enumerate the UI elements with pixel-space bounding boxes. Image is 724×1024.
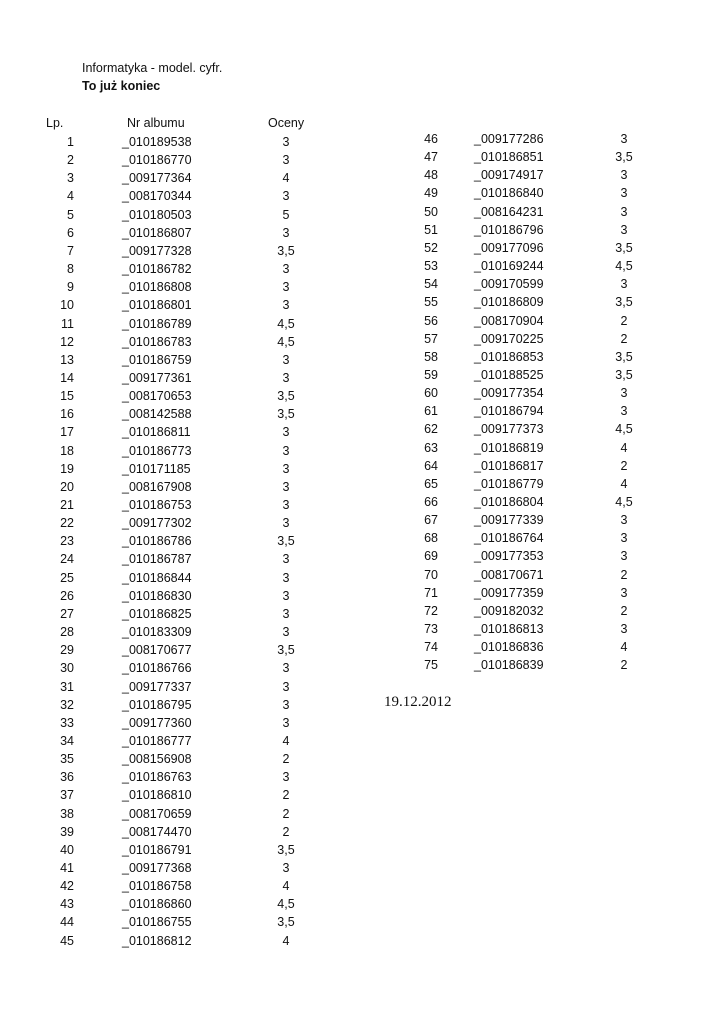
grade-value: 3 [620, 186, 628, 201]
grade-value: 4,5 [615, 422, 633, 437]
table-row [0, 460, 724, 478]
album-number: _009177354 [474, 386, 544, 401]
grade-value: 2 [282, 824, 290, 839]
row-number: 16 [60, 407, 74, 422]
grade-value: 3 [282, 661, 290, 676]
album-number: _010186783 [122, 334, 192, 349]
row-number: 43 [60, 897, 74, 912]
album-number: _010186794 [474, 404, 544, 419]
album-number: _009177361 [122, 370, 192, 385]
row-number: 68 [424, 531, 438, 546]
row-number: 22 [60, 516, 74, 531]
row-number: 49 [424, 186, 438, 201]
grade-value: 3 [620, 386, 628, 401]
grade-value: 3,5 [277, 407, 295, 422]
row-number: 1 [67, 135, 74, 149]
grade-value: 3 [282, 570, 290, 585]
column-header-album: Nr albumu [127, 116, 185, 130]
album-number: _010186796 [474, 222, 544, 237]
grade-value: 3,5 [615, 349, 633, 364]
table-row [0, 935, 724, 953]
row-number: 59 [424, 367, 438, 382]
album-number: _008170904 [474, 313, 544, 328]
row-number: 57 [424, 331, 438, 346]
grade-value: 3,5 [277, 842, 295, 857]
grade-value: 3 [282, 461, 290, 476]
grade-value: 2 [282, 806, 290, 821]
table-row [0, 151, 724, 169]
grade-value: 3 [282, 606, 290, 621]
grade-value: 3 [282, 135, 290, 149]
album-number: _010171185 [122, 461, 191, 476]
album-number: _009177337 [122, 679, 192, 694]
album-number: _010189538 [122, 135, 192, 149]
table-row [0, 206, 724, 224]
grade-value: 3 [282, 861, 290, 875]
row-number: 25 [60, 570, 74, 585]
grade-value: 4 [282, 879, 290, 894]
table-row [0, 242, 724, 260]
table-row [0, 278, 724, 296]
grade-value: 3 [620, 513, 628, 528]
row-number: 8 [67, 262, 74, 277]
row-number: 47 [424, 150, 438, 165]
album-number: _010186812 [122, 933, 192, 948]
row-number: 15 [60, 389, 74, 404]
grade-value: 3 [282, 552, 290, 567]
grade-value: 3,5 [277, 389, 295, 404]
grade-value: 3 [282, 697, 290, 712]
album-number: _010186801 [122, 298, 192, 313]
grade-value: 3 [282, 516, 290, 531]
grade-value: 3 [282, 679, 290, 694]
table-row [0, 405, 724, 423]
row-number: 20 [60, 479, 74, 494]
row-number: 34 [60, 733, 74, 748]
table-row [0, 587, 724, 605]
album-number: _010180503 [122, 207, 192, 222]
grade-value: 2 [620, 567, 628, 582]
table-row [0, 717, 724, 735]
album-number: _009170225 [474, 331, 544, 346]
album-number: _010186851 [474, 150, 544, 165]
row-number: 64 [424, 458, 438, 473]
row-number: 70 [424, 567, 438, 582]
table-row [0, 771, 724, 789]
album-number: _010186787 [122, 552, 192, 567]
album-number: _009177096 [474, 240, 544, 255]
grade-value: 3 [282, 443, 290, 458]
grade-value: 5 [282, 207, 290, 222]
table-row [0, 333, 724, 351]
row-number: 2 [67, 153, 74, 168]
grade-value: 2 [620, 603, 628, 618]
table-row [0, 898, 724, 916]
album-number: _009177353 [474, 549, 544, 564]
album-number: _008156908 [122, 752, 192, 767]
row-number: 19 [60, 461, 74, 476]
row-number: 63 [424, 440, 438, 455]
album-number: _009170599 [474, 277, 544, 292]
row-number: 75 [424, 658, 438, 673]
row-number: 56 [424, 313, 438, 328]
document-title: Informatyka - model. cyfr. [82, 61, 223, 75]
table-row [0, 681, 724, 699]
table-row [0, 862, 724, 880]
column-header-lp: Lp. [46, 116, 64, 130]
grade-value: 3 [282, 225, 290, 240]
row-number: 39 [60, 824, 74, 839]
album-number: _010186811 [122, 425, 191, 440]
grade-value: 3 [620, 277, 628, 292]
album-number: _010186758 [122, 879, 192, 894]
grade-value: 3 [620, 222, 628, 237]
album-number: _008167908 [122, 479, 192, 494]
album-number: _010186763 [122, 770, 192, 785]
album-number: _009177286 [474, 132, 544, 146]
grade-value: 3,5 [615, 150, 633, 165]
row-number: 35 [60, 752, 74, 767]
grade-value: 4,5 [277, 316, 295, 331]
album-number: _009182032 [474, 603, 544, 618]
grade-value: 2 [620, 458, 628, 473]
grade-value: 3 [282, 189, 290, 204]
row-number: 14 [60, 370, 74, 385]
row-number: 36 [60, 770, 74, 785]
album-number: _010186860 [122, 897, 192, 912]
album-number: _010186782 [122, 262, 192, 277]
table-row [0, 478, 724, 496]
grade-value: 4 [620, 640, 628, 655]
grade-value: 2 [282, 788, 290, 803]
grade-value: 3 [282, 298, 290, 313]
row-number: 42 [60, 879, 74, 894]
row-number: 28 [60, 625, 74, 640]
album-number: _010186753 [122, 498, 192, 512]
album-number: _010186807 [122, 225, 192, 240]
grade-value: 4,5 [277, 334, 295, 349]
grade-value: 3 [282, 715, 290, 730]
album-number: _009177359 [474, 585, 544, 600]
album-number: _010186779 [474, 476, 544, 491]
album-number: _010186817 [474, 458, 544, 473]
row-number: 67 [424, 513, 438, 528]
table-row [0, 387, 724, 405]
album-number: _008174470 [122, 824, 192, 839]
row-number: 5 [67, 207, 74, 222]
grade-value: 3 [282, 425, 290, 440]
album-number: _010186836 [474, 640, 544, 655]
album-number: _008170677 [122, 643, 192, 658]
grade-value: 3 [282, 770, 290, 785]
album-number: _009177368 [122, 861, 192, 875]
album-number: _010186808 [122, 280, 192, 295]
table-row [0, 369, 724, 387]
album-number: _009177373 [474, 422, 544, 437]
row-number: 46 [424, 132, 438, 146]
album-number: _010186795 [122, 697, 192, 712]
grade-value: 3 [620, 404, 628, 419]
album-number: _010186853 [474, 349, 544, 364]
row-number: 10 [60, 298, 74, 313]
grade-value: 3 [620, 585, 628, 600]
album-number: _010186844 [122, 570, 192, 585]
grade-value: 4,5 [615, 259, 633, 274]
row-number: 44 [60, 915, 74, 930]
row-number: 23 [60, 534, 74, 549]
album-number: _009177328 [122, 243, 192, 258]
table-row [0, 808, 724, 826]
table-row [0, 187, 724, 205]
row-number: 50 [424, 204, 438, 219]
row-number: 52 [424, 240, 438, 255]
album-number: _008164231 [474, 204, 544, 219]
grade-value: 4 [282, 171, 290, 186]
row-number: 26 [60, 588, 74, 603]
album-number: _010186773 [122, 443, 192, 458]
album-number: _008142588 [122, 407, 192, 422]
album-number: _010186789 [122, 316, 192, 331]
row-number: 7 [67, 243, 74, 258]
row-number: 30 [60, 661, 74, 676]
row-number: 27 [60, 606, 74, 621]
table-row [0, 514, 724, 532]
row-number: 72 [424, 603, 438, 618]
row-number: 37 [60, 788, 74, 803]
row-number: 53 [424, 259, 438, 274]
grade-value: 3 [620, 204, 628, 219]
grade-value: 3,5 [277, 534, 295, 549]
grade-value: 3 [282, 625, 290, 640]
grade-value: 3 [620, 168, 628, 183]
grade-value: 3,5 [615, 367, 633, 382]
album-number: _010183309 [122, 625, 192, 640]
album-number: _010186786 [122, 534, 192, 549]
row-number: 48 [424, 168, 438, 183]
album-number: _010186839 [474, 658, 544, 673]
row-number: 38 [60, 806, 74, 821]
table-row [0, 789, 724, 807]
grade-value: 3,5 [277, 243, 295, 258]
grade-value: 4,5 [615, 495, 633, 509]
row-number: 18 [60, 443, 74, 458]
grade-value: 3,5 [277, 643, 295, 658]
row-number: 55 [424, 295, 438, 310]
grade-value: 4,5 [277, 897, 295, 912]
row-number: 32 [60, 697, 74, 712]
album-number: _010186819 [474, 440, 544, 455]
row-number: 41 [60, 861, 74, 875]
table-row [0, 260, 724, 278]
table-row [0, 496, 724, 514]
row-number: 12 [60, 334, 74, 349]
row-number: 33 [60, 715, 74, 730]
table-row [0, 442, 724, 460]
grade-value: 3 [620, 531, 628, 546]
table-row [0, 916, 724, 934]
row-number: 29 [60, 643, 74, 658]
album-number: _010186759 [122, 352, 192, 367]
grade-value: 2 [620, 331, 628, 346]
album-number: _010186813 [474, 622, 544, 637]
table-row [0, 169, 724, 187]
grade-value: 4 [282, 933, 290, 948]
document-date: 19.12.2012 [384, 694, 452, 710]
table-row [0, 133, 724, 151]
album-number: _010186755 [122, 915, 192, 930]
table-row [0, 659, 724, 677]
row-number: 45 [60, 933, 74, 948]
album-number: _010169244 [474, 259, 544, 274]
table-row [0, 315, 724, 333]
album-number: _010186830 [122, 588, 192, 603]
grade-value: 3 [282, 262, 290, 277]
table-row [0, 699, 724, 717]
album-number: _010186810 [122, 788, 192, 803]
album-number: _009177360 [122, 715, 192, 730]
row-number: 11 [61, 316, 74, 331]
album-number: _010186825 [122, 606, 192, 621]
grade-value: 3 [620, 622, 628, 637]
row-number: 13 [60, 352, 74, 367]
grade-value: 3 [282, 588, 290, 603]
album-number: _008170653 [122, 389, 192, 404]
row-number: 62 [424, 422, 438, 437]
album-number: _010186809 [474, 295, 544, 310]
album-number: _008170659 [122, 806, 192, 821]
row-number: 58 [424, 349, 438, 364]
grade-value: 3,5 [277, 915, 295, 930]
album-number: _010186777 [122, 733, 192, 748]
grade-value: 2 [620, 658, 628, 673]
table-row [0, 605, 724, 623]
album-number: _010186766 [122, 661, 192, 676]
grade-value: 3 [282, 280, 290, 295]
grade-value: 4 [282, 733, 290, 748]
grade-value: 4 [620, 476, 628, 491]
grade-value: 4 [620, 440, 628, 455]
row-number: 65 [424, 476, 438, 491]
album-number: _010186840 [474, 186, 544, 201]
grade-value: 3,5 [615, 240, 633, 255]
row-number: 21 [60, 498, 74, 512]
album-number: _009177364 [122, 171, 192, 186]
table-row [0, 423, 724, 441]
table-row [0, 844, 724, 862]
document-subtitle: To już koniec [82, 79, 161, 93]
row-number: 17 [60, 425, 74, 440]
table-row [0, 753, 724, 771]
table-row [0, 826, 724, 844]
album-number: _010186804 [474, 495, 544, 509]
grade-value: 3 [282, 479, 290, 494]
row-number: 66 [424, 495, 438, 509]
album-number: _008170344 [122, 189, 192, 204]
grade-value: 3 [282, 498, 290, 512]
column-header-grades: Oceny [268, 116, 305, 130]
table-row [0, 296, 724, 314]
album-number: _009177339 [474, 513, 544, 528]
row-number: 9 [67, 280, 74, 295]
table-row [0, 623, 724, 641]
table-row [0, 532, 724, 550]
grade-value: 3 [620, 132, 628, 146]
row-number: 71 [424, 585, 438, 600]
album-number: _009177302 [122, 516, 192, 531]
row-number: 69 [424, 549, 438, 564]
row-number: 24 [60, 552, 74, 567]
table-row [0, 351, 724, 369]
row-number: 31 [60, 679, 74, 694]
grade-value: 3 [282, 153, 290, 168]
table-row [0, 224, 724, 242]
album-number: _010186770 [122, 153, 192, 168]
table-row [0, 641, 724, 659]
grade-value: 2 [282, 752, 290, 767]
row-number: 40 [60, 842, 74, 857]
album-number: _010188525 [474, 367, 544, 382]
row-number: 74 [424, 640, 438, 655]
row-number: 4 [67, 189, 74, 204]
table-row [0, 569, 724, 587]
grade-value: 3,5 [615, 295, 633, 310]
album-number: _010186764 [474, 531, 544, 546]
table-row [0, 550, 724, 568]
album-number: _009174917 [474, 168, 544, 183]
row-number: 73 [424, 622, 438, 637]
grade-value: 3 [282, 352, 290, 367]
table-row [0, 880, 724, 898]
row-number: 54 [424, 277, 438, 292]
row-number: 3 [67, 171, 74, 186]
grade-value: 3 [620, 549, 628, 564]
grade-value: 3 [282, 370, 290, 385]
row-number: 51 [424, 222, 438, 237]
album-number: _010186791 [122, 842, 192, 857]
row-number: 61 [424, 404, 438, 419]
grade-value: 2 [620, 313, 628, 328]
album-number: _008170671 [474, 567, 544, 582]
row-number: 60 [424, 386, 438, 401]
row-number: 6 [67, 225, 74, 240]
table-row [0, 735, 724, 753]
